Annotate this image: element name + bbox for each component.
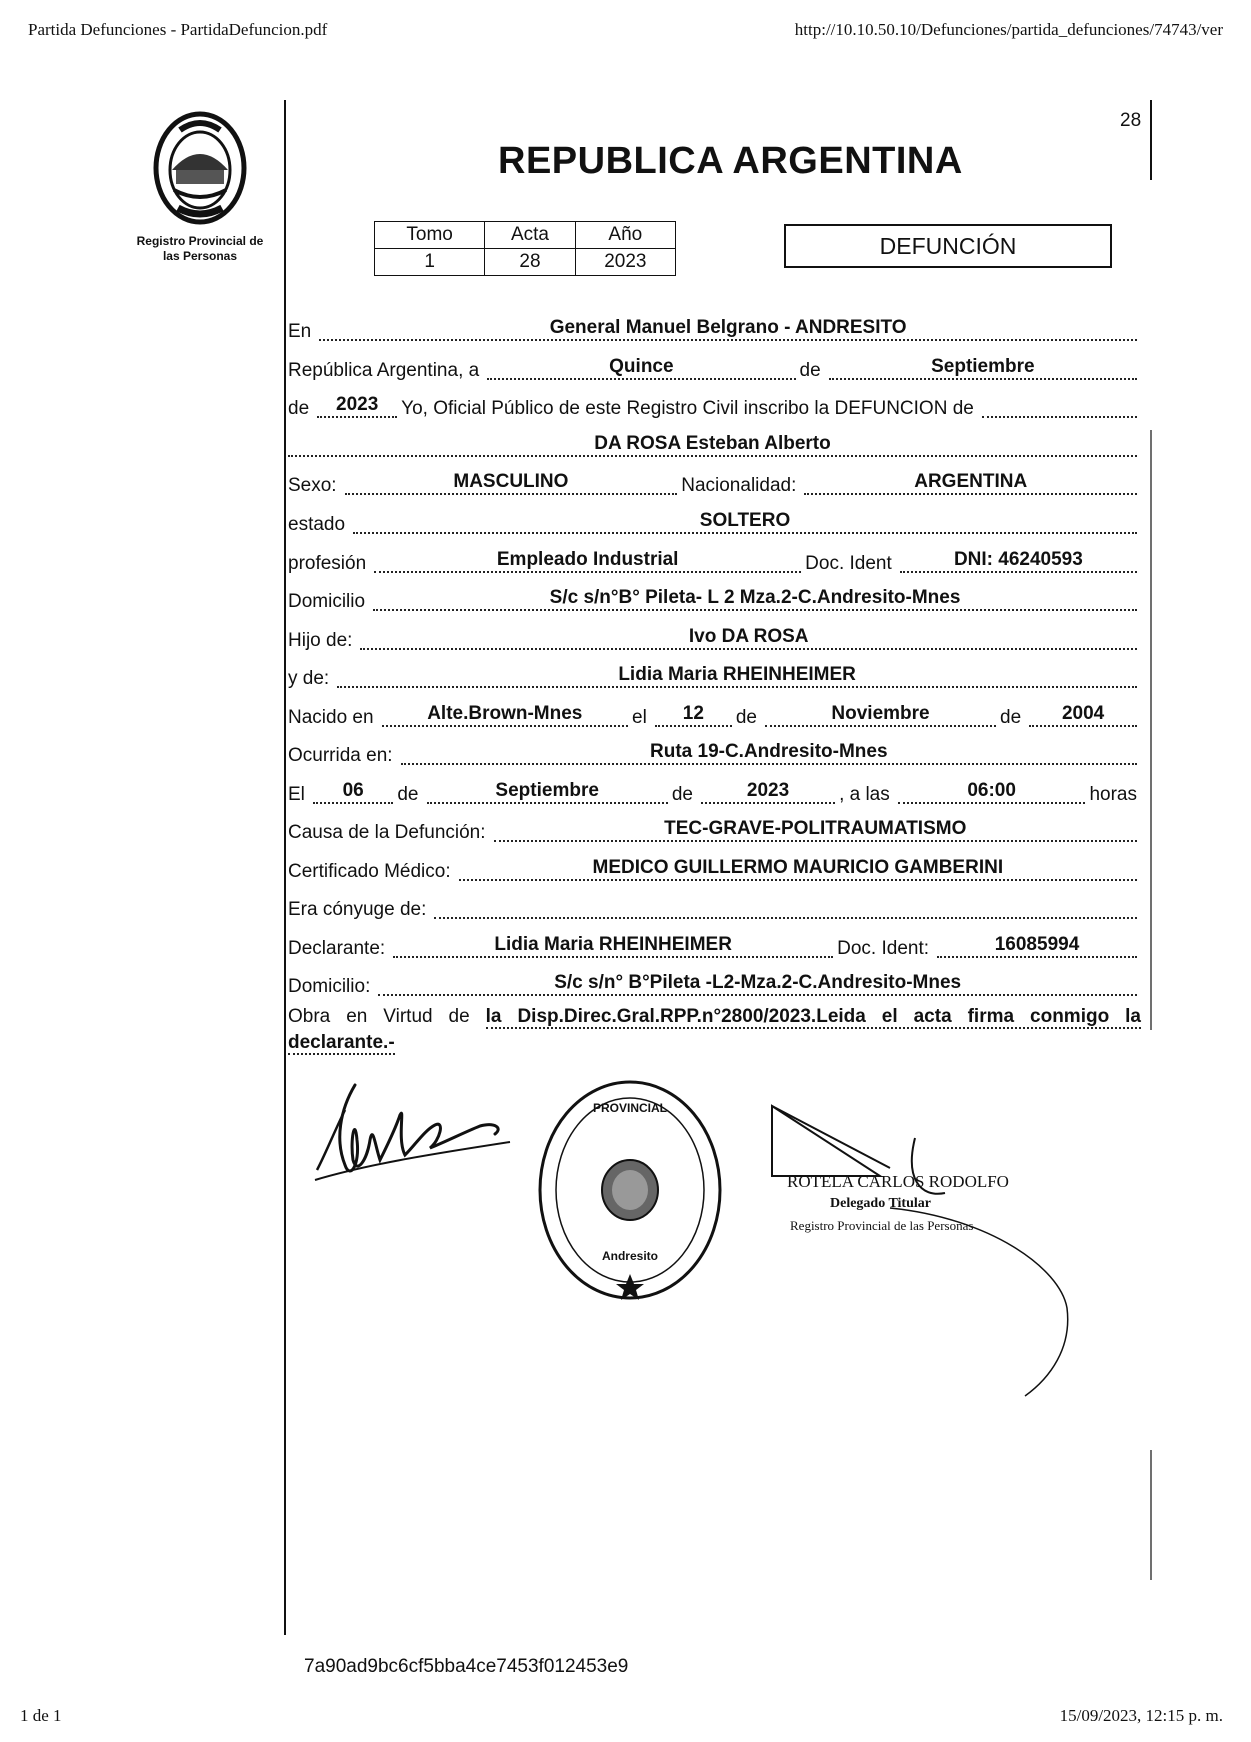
nac-de1: de: [735, 707, 757, 728]
fall-de1: de: [397, 784, 419, 805]
republica-label: República Argentina, a: [288, 360, 480, 381]
causa-value: TEC-GRAVE-POLITRAUMATISMO: [494, 818, 1137, 842]
page-title: REPUBLICA ARGENTINA: [498, 140, 963, 182]
row-yde: [288, 658, 1141, 690]
record-table: [374, 221, 676, 276]
nacido-label: Nacido en: [288, 707, 374, 728]
row-inscribo: [288, 388, 1141, 420]
doc-label: Doc. Ident: [805, 553, 892, 574]
profesion-label: profesión: [288, 553, 367, 574]
province-emblem: [150, 108, 250, 226]
sexo-label: Sexo:: [288, 475, 337, 496]
doc2-value: 16085994: [937, 934, 1137, 958]
left-margin-line: [284, 100, 286, 1635]
document-type: DEFUNCIÓN: [879, 232, 1017, 259]
el2-label: El: [288, 784, 305, 805]
print-footer-datetime: 15/09/2023, 12:15 p. m.: [1059, 1706, 1223, 1725]
row-conyuge: [288, 889, 1141, 921]
ocurrida-value: Ruta 19-C.Andresito-Mnes: [401, 741, 1137, 765]
row-fallecimiento: [288, 774, 1141, 806]
dia-value: Quince: [487, 356, 795, 380]
obra-value: la Disp.Direc.Gral.RPP.n°2800/2023.Leida el acta firma conmigo la declarante.-: [288, 1006, 1141, 1053]
nac-de2: de: [1000, 707, 1022, 728]
estado-label: estado: [288, 514, 346, 535]
hora-value: 06:00: [898, 780, 1086, 804]
de2-label: de: [288, 398, 310, 419]
svg-text:Andresito: Andresito: [601, 1249, 659, 1263]
obra-label: Obra en Virtud de: [288, 1006, 470, 1027]
nacionalidad-value: ARGENTINA: [804, 471, 1137, 495]
official-role: Delegado Titular: [830, 1196, 931, 1211]
row-sexo: [288, 465, 1141, 497]
declarant-signature-icon: [305, 1070, 515, 1185]
row-profesion: [288, 543, 1141, 575]
fall-dia: 06: [313, 780, 393, 804]
domicilio-label: Domicilio: [288, 591, 366, 612]
declarante-label: Declarante:: [288, 938, 386, 959]
domicilio2-value: S/c s/n° B°Pileta -L2-Mza.2-C.Andresito-Mnes: [378, 972, 1137, 996]
row-estado: [288, 504, 1141, 536]
nac-mes: Noviembre: [765, 703, 996, 727]
row-nombre: [288, 427, 1141, 459]
right-margin-line-2: [1150, 430, 1152, 1030]
en-value: General Manuel Belgrano - ANDRESITO: [319, 317, 1137, 341]
misiones-seal-icon: [150, 108, 250, 226]
record-header-tomo: Tomo: [375, 222, 485, 249]
row-nacimiento: [288, 697, 1141, 729]
fall-de2: de: [671, 784, 693, 805]
row-declarante: [288, 928, 1141, 960]
record-header-anio: Año: [575, 222, 675, 249]
official-stamp: [535, 1078, 725, 1303]
record-header-acta: Acta: [485, 222, 575, 249]
ocurrida-label: Ocurrida en:: [288, 745, 393, 766]
row-certificado: [288, 851, 1141, 883]
domicilio-value: S/c s/n°B° Pileta- L 2 Mza.2-C.Andresito-Mnes: [373, 587, 1137, 611]
nac-dia: 12: [655, 703, 732, 727]
page-number: 28: [1120, 110, 1142, 131]
profesion-value: Empleado Industrial: [374, 549, 801, 573]
domicilio2-label: Domicilio:: [288, 976, 371, 997]
emblem-caption: [110, 234, 290, 264]
print-footer-page: 1 de 1: [20, 1706, 62, 1725]
record-value-tomo: 1: [375, 249, 485, 276]
alas-label: , a las: [839, 784, 890, 805]
fall-mes: Septiembre: [427, 780, 668, 804]
conyuge-label: Era cónyuge de:: [288, 899, 427, 920]
en-label: En: [288, 321, 312, 342]
nacido-value: Alte.Brown-Mnes: [382, 703, 628, 727]
hijo-label: Hijo de:: [288, 630, 353, 651]
horas-label: horas: [1089, 784, 1137, 805]
row-ocurrida: [288, 735, 1141, 767]
official-office: Registro Provincial de las Personas: [790, 1218, 974, 1233]
inscribo-text: Yo, Oficial Público de este Registro Civil inscribo la DEFUNCION de: [401, 398, 974, 419]
record-table-row: [375, 249, 676, 276]
mes-value: Septiembre: [829, 356, 1137, 380]
record-table-header: [375, 222, 676, 249]
record-value-anio: 2023: [575, 249, 675, 276]
el-label: el: [632, 707, 647, 728]
print-header-url: http://10.10.50.10/Defunciones/partida_defunciones/74743/ver: [794, 20, 1223, 39]
declarante-value: Lidia Maria RHEINHEIMER: [393, 934, 833, 958]
row-domicilio-declarante: [288, 966, 1141, 998]
anio-value: 2023: [317, 394, 397, 418]
row-en: [288, 311, 1141, 343]
nacionalidad-label: Nacionalidad:: [681, 475, 797, 496]
print-header-title: Partida Defunciones - PartidaDefuncion.pdf: [28, 20, 328, 39]
doc2-label: Doc. Ident:: [837, 938, 930, 959]
right-margin-line: [1150, 100, 1152, 180]
emblem-caption-line2: las Personas: [162, 249, 238, 263]
official-name: ROTELA CARLOS RODOLFO: [787, 1172, 1009, 1191]
svg-text:PROVINCIAL: PROVINCIAL: [592, 1101, 668, 1115]
nombre-value: DA ROSA Esteban Alberto: [288, 433, 1137, 457]
nac-anio: 2004: [1029, 703, 1137, 727]
certificado-label: Certificado Médico:: [288, 861, 451, 882]
document-hash: 7a90ad9bc6cf5bba4ce7453f012453e9: [304, 1656, 629, 1677]
sexo-value: MASCULINO: [345, 471, 678, 495]
hijo-value: Ivo DA ROSA: [360, 626, 1137, 650]
row-fecha-inscripcion: [288, 350, 1141, 382]
right-margin-line-3: [1150, 1450, 1152, 1580]
certificado-value: MEDICO GUILLERMO MAURICIO GAMBERINI: [459, 857, 1137, 881]
yde-label: y de:: [288, 668, 330, 689]
estado-value: SOLTERO: [353, 510, 1137, 534]
document-type-box: [784, 224, 1112, 268]
emblem-caption-line1: Registro Provincial de: [136, 234, 264, 248]
row-domicilio: [288, 581, 1141, 613]
fall-anio: 2023: [701, 780, 835, 804]
causa-label: Causa de la Defunción:: [288, 822, 486, 843]
record-value-acta: 28: [485, 249, 575, 276]
de-label: de: [799, 360, 821, 381]
official-signature-icon: [770, 1098, 1110, 1398]
inscribo-blank: [982, 416, 1137, 418]
row-hijo: [288, 620, 1141, 652]
conyuge-value: [434, 917, 1137, 919]
yde-value: Lidia Maria RHEINHEIMER: [337, 664, 1137, 688]
row-causa: [288, 812, 1141, 844]
doc-value: DNI: 46240593: [900, 549, 1137, 573]
stamp-seal-icon: [535, 1078, 725, 1303]
row-obra: [288, 1004, 1141, 1056]
